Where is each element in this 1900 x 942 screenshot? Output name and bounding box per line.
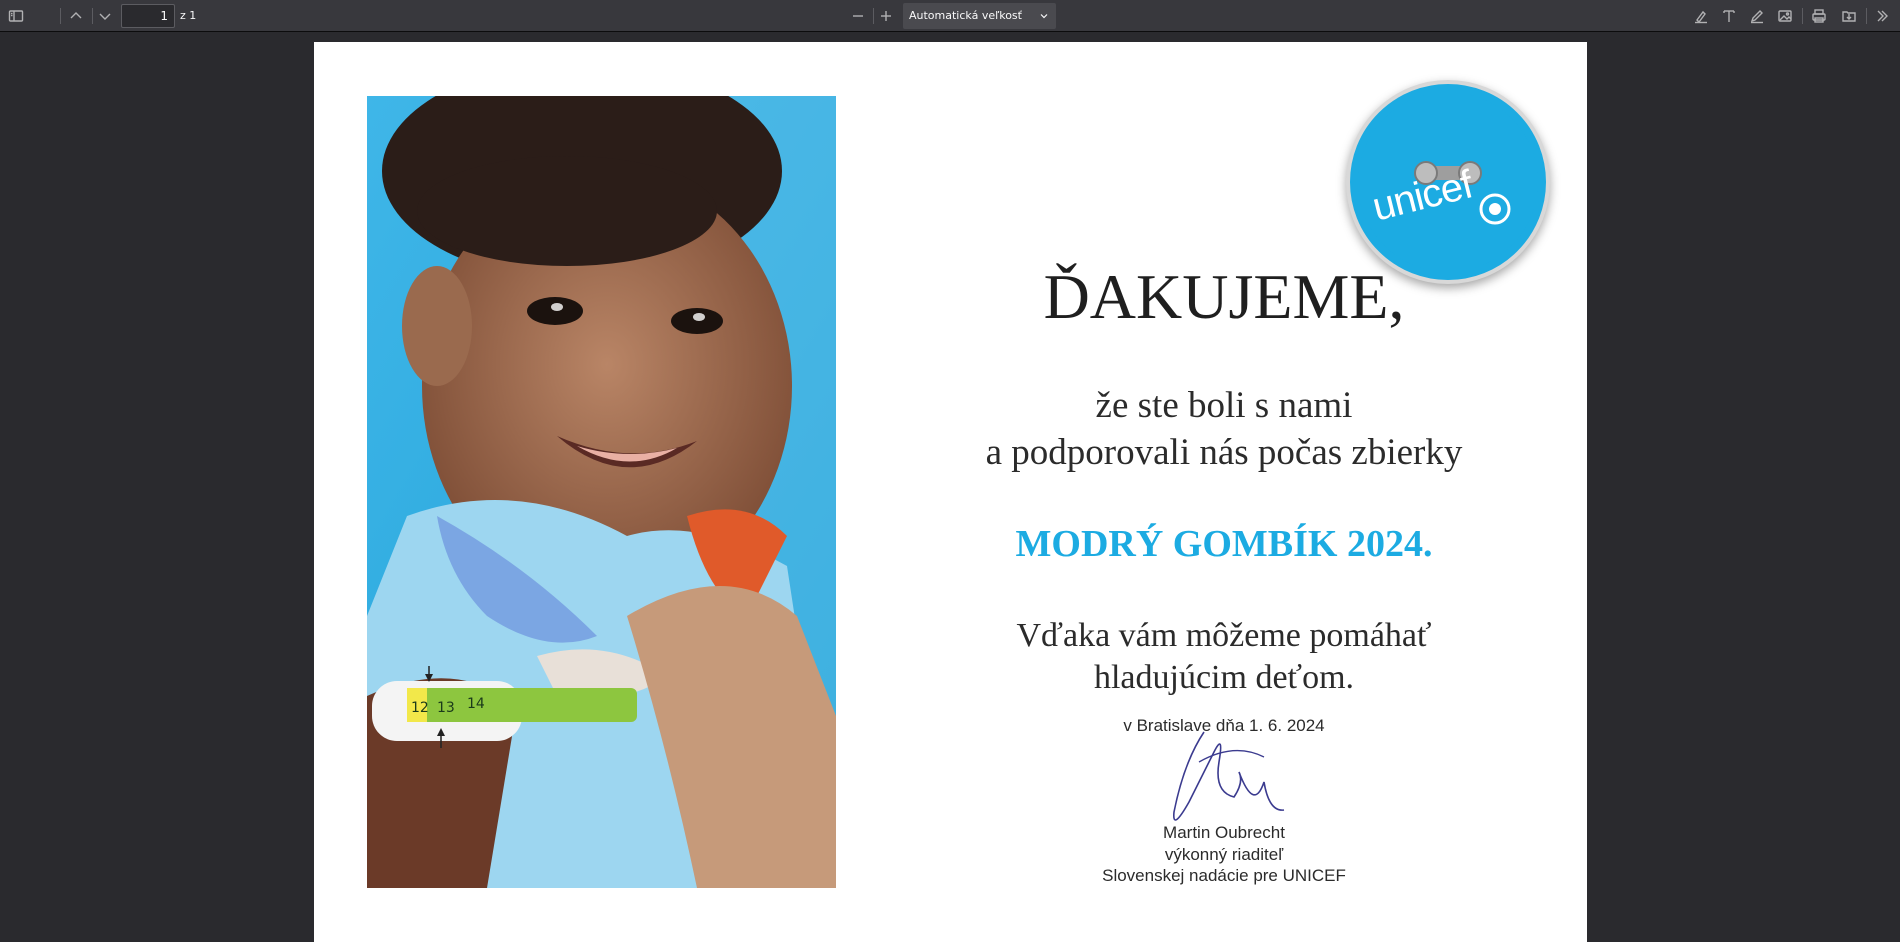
toolbar-divider xyxy=(1802,8,1803,24)
signer-name: Martin Oubrecht xyxy=(1163,823,1285,842)
certificate-heading: ĎAKUJEME, xyxy=(1043,261,1405,332)
page-number-input[interactable]: 1 xyxy=(121,4,175,28)
unicef-logo-text: unicef xyxy=(1368,162,1477,230)
zoom-in-icon[interactable] xyxy=(874,4,898,28)
campaign-name: MODRÝ GOMBÍK 2024. xyxy=(1015,523,1433,565)
certificate-line-1: že ste boli s nami xyxy=(1095,385,1353,426)
text-tool-icon[interactable] xyxy=(1717,4,1741,28)
draw-icon[interactable] xyxy=(1745,4,1769,28)
pdf-toolbar xyxy=(0,0,1900,32)
svg-text:14: 14 xyxy=(467,696,485,712)
image-icon[interactable] xyxy=(1773,4,1797,28)
next-page-icon[interactable] xyxy=(93,4,117,28)
zoom-out-icon[interactable] xyxy=(846,4,870,28)
child-photo xyxy=(367,96,836,888)
toolbar-divider xyxy=(1866,8,1867,24)
signer-organization: Slovenskej nadácie pre UNICEF xyxy=(1102,866,1346,885)
highlight-icon[interactable] xyxy=(1689,4,1713,28)
save-icon[interactable] xyxy=(1837,4,1861,28)
help-line-1: Vďaka vám môžeme pomáhať xyxy=(1016,617,1432,654)
svg-text:13: 13 xyxy=(437,700,455,716)
page-count-label: z 1 xyxy=(180,9,197,22)
pdf-page xyxy=(314,42,1587,942)
certificate-line-2: a podporovali nás počas zbierky xyxy=(985,432,1463,473)
unicef-logo xyxy=(1346,80,1550,284)
signer-role: výkonný riaditeľ xyxy=(1164,845,1284,864)
zoom-select-label: Automatická veľkosť xyxy=(909,9,1022,22)
svg-text:12: 12 xyxy=(411,700,429,716)
document-viewer[interactable] xyxy=(0,33,1900,937)
previous-page-icon[interactable] xyxy=(64,4,88,28)
print-icon[interactable] xyxy=(1807,4,1831,28)
toolbar-divider xyxy=(60,8,61,24)
sidebar-toggle-icon[interactable] xyxy=(4,4,28,28)
more-tools-icon[interactable] xyxy=(1870,4,1894,28)
zoom-select[interactable] xyxy=(903,3,1056,29)
help-line-2: hladujúcim deťom. xyxy=(1093,659,1355,696)
certificate-date: v Bratislave dňa 1. 6. 2024 xyxy=(1123,716,1325,735)
chevron-down-icon xyxy=(1040,12,1048,20)
